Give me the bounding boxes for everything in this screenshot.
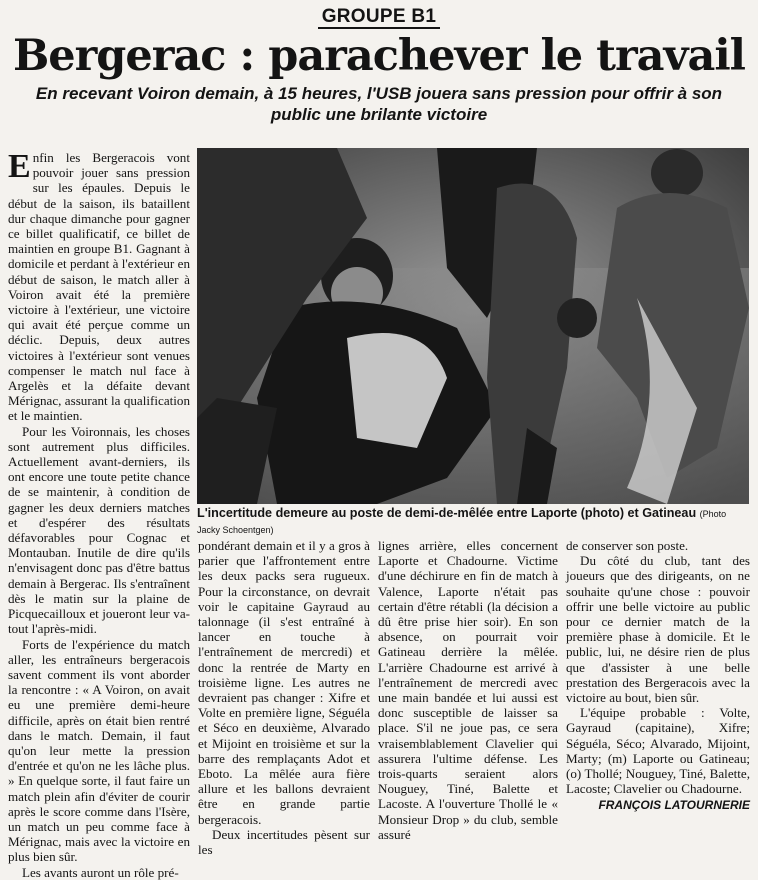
paragraph: pondérant demain et il y a gros à parier que l'affrontement entre les deux packs sera rugueux. Pour la circonstance, on devrait voir le capitaine Gayraud au talonnage (il s'est entraîné à lancer en touche à l'entraînement de mercredi) et donc la rentrée de Marty en troisième ligne. Les autres ne devraient pas changer : Xifre et Volte en première ligne, Séguéla et Séco en deuxième, Alvarado et Mijoint en troisième et sur la barre des remplaçants Adot et Eboto. La mêlée aura fière allure et les ballons devraient être en grande partie bergeracois. xyxy=(198,538,370,827)
rugby-photo xyxy=(197,148,749,504)
byline: FRANÇOIS LATOURNERIE xyxy=(598,798,750,813)
deck: En recevant Voiron demain, à 15 heures, l'USB jouera sans pression pour offrir à son public une brilante victoire xyxy=(35,84,723,125)
paragraph: Pour les Voironnais, les choses sont autrement plus difficiles. Actuellement avant-derniers, ils ont encore une toute petite chance de se maintenir, à condition de gagner les deux derniers matches et d'espérer des résultats défavorables pour Cognac et Montauban. Inutile de dire qu'ils n'envisagent donc pas d'être battus demain à Bergerac. Ils s'entraînent dès le matin sur la plaine de Picquecailloux et joueront leur va-tout l'après-midi. xyxy=(8,423,190,637)
article-column-2 xyxy=(198,538,370,858)
paragraph: L'équipe probable : Volte, Gayraud (capitaine), Xifre; Séguéla, Séco; Alvarado, Mijoint, Marty; (m) Laporte ou Gatineau; (o) Thollé; Nouguey, Tiné, Balette, Lacoste; Clavelier ou Chadourne. xyxy=(566,705,750,797)
paragraph: Enfin les Bergeracois vont pouvoir jouer sans pression sur les épaules. Depuis le début de la saison, ils bataillent dur chaque dimanche pour gagner ce billet qualificatif, ce billet de maintien en groupe B1. Gagnant à domicile et perdant à l'extérieur en début de saison, le match aller à Voiron avait été la première victoire à l'extérieur, une victoire qui avait été perçue comme un déclic. Depuis, deux autres victoires à l'extérieur sont venues compenser le match nul face à Argelès et la défaite devant Mérignac, assurant la qualification et le maintien. xyxy=(8,148,190,424)
paragraph: lignes arrière, elles concernent Laporte et Chadourne. Victime d'une déchirure en fin de match à Valence, Laporte n'était pas certain d'être rétabli (la décision a dû être prise hier soir). En son absence, on pourrait voir Gatineau derrière la mêlée. L'arrière Chadourne est arrivé à l'entraînement de mercredi avec une main bandée et lui aussi est donc susceptible de laisser sa place. S'il ne joue pas, ce sera vraisemblablement Clavelier qui assurera l'ultime défense. Les trois-quarts seraient alors Nouguey, Tiné, Balette et Lacoste. A l'ouverture Thollé le « Monsieur Drop » du club, semble assuré xyxy=(378,538,558,842)
article-column-4 xyxy=(566,538,750,813)
photo-credit: (Photo Jacky Schoentgen) xyxy=(197,509,727,535)
paragraph: Forts de l'expérience du match aller, les entraîneurs bergeracois savent comment ils vont aborder la rencontre : « A Voiron, on avait eu une première demi-heure difficile, après on était bien rentré dans le match. Demain, il faut qu'on leur mette la pression d'entrée et qu'on ne les lâche plus. » En quelque sorte, il faut faire un match plein afin d'éviter de courir après le score comme dans l'Isère, un match un peu comme face à Mérignac, mais avec la victoire en plus bien sûr. xyxy=(8,636,190,865)
photo-image xyxy=(197,148,749,504)
headline: Bergerac : parachever le travail xyxy=(12,31,746,81)
article-column-3 xyxy=(378,538,558,842)
photo-caption: L'incertitude demeure au poste de demi-de-mêlée entre Laporte (photo) et Gatineau (Photo Jacky Schoentgen) xyxy=(197,506,727,535)
paragraph: de conserver son poste. xyxy=(566,538,689,553)
article-column-1 xyxy=(8,148,190,880)
section-rubric: GROUPE B1 xyxy=(8,6,750,28)
paragraph: Deux incertitudes pèsent sur les xyxy=(198,826,370,858)
drop-cap: E xyxy=(8,148,31,185)
paragraph: Du côté du club, tant des joueurs que des dirigeants, on ne souhaite qu'une chose : pouvoir offrir une belle victoire au public pour ce dernier match de la première phase à domicile. Et le public, lui, ne désire rien de plus que d'assister à une belle prestation des Bergeracois avec la victoire au bout, bien sûr. xyxy=(566,553,750,706)
paragraph: Les avants auront un rôle pré- xyxy=(22,864,179,880)
